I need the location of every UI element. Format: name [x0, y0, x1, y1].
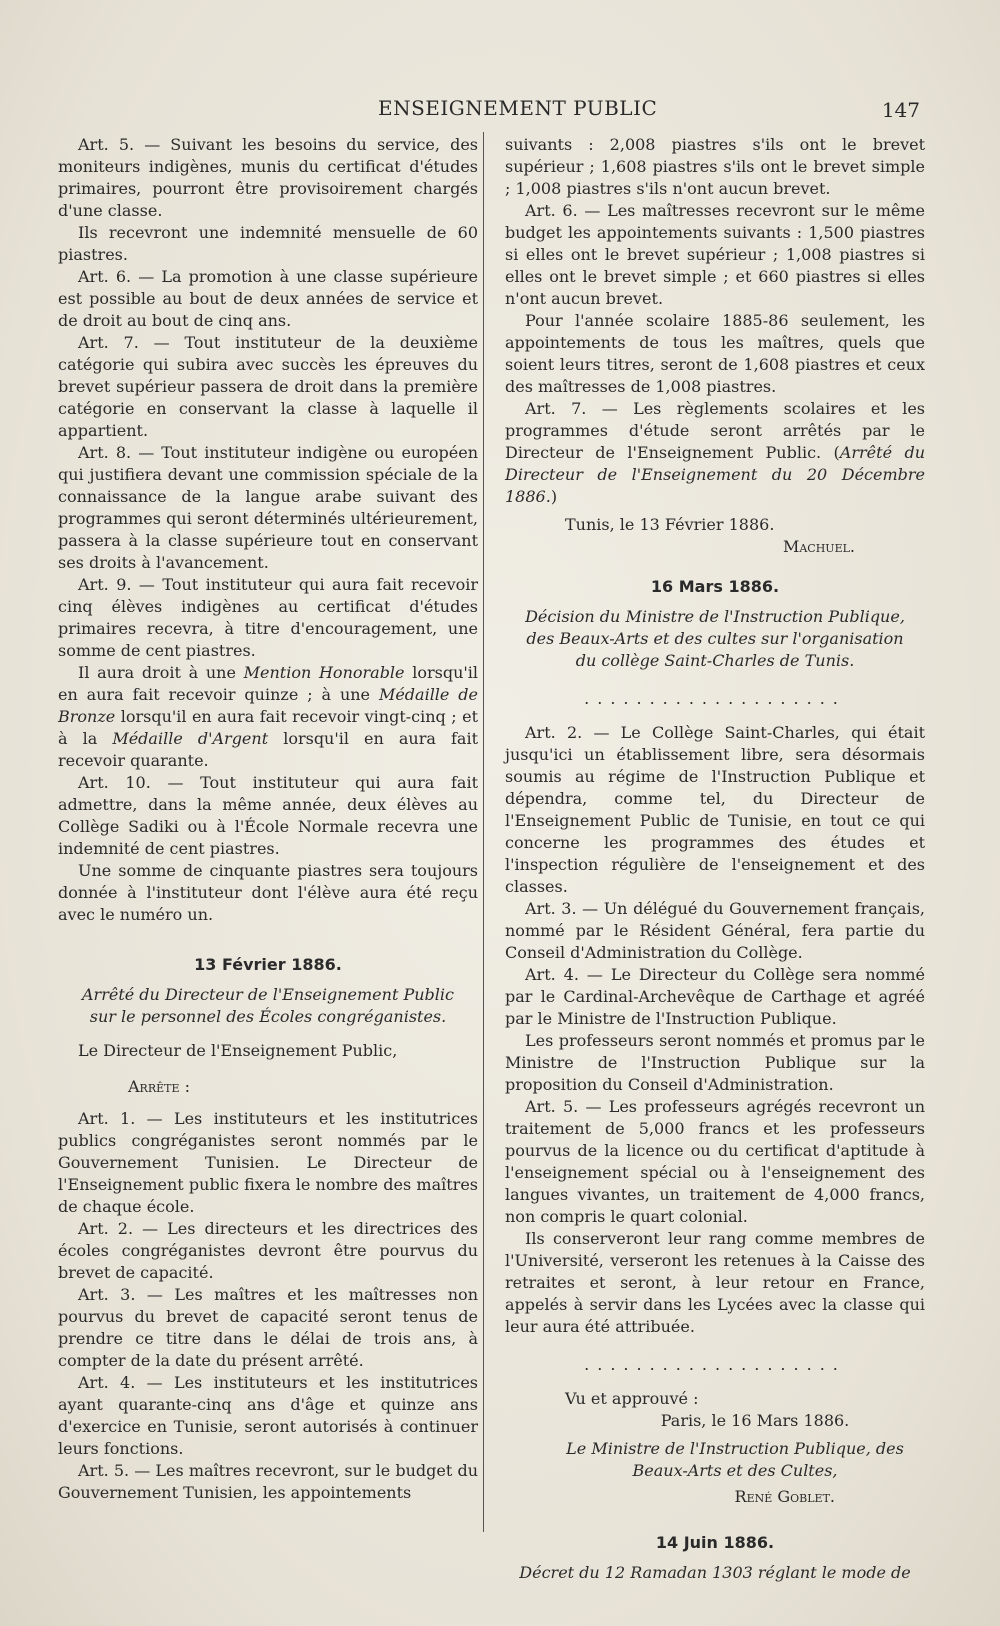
- article: Art. 2. — Le Collège Saint-Charles, qui était jusqu'ici un établissement libre, sera désormais soumis au régime de l'Instruction Publique et dépendra, comme tel, du Directeur de l'Enseignement Public de Tunisie, en tout ce qui concerne les programmes des études et l'inspection régulière de l'enseignement et des classes.: [505, 723, 925, 896]
- paragraph: Art. 6. — Les maîtresses recevront sur le même budget les appointements suivants : 1,500 piastres si elles ont le brevet supérieur ; 1,008 piastres si elles ont le brevet simple ; et 660 piastres si elles n'ont aucun brevet.: [505, 201, 925, 308]
- section-title: Arrêté du Directeur de l'Enseignement Public sur le personnel des Écoles congréganistes.: [82, 985, 454, 1026]
- paragraph: Une somme de cinquante piastres sera toujours donnée à l'instituteur dont l'élève aura été reçu avec le numéro un.: [58, 861, 478, 924]
- article: Art. 2. — Les directeurs et les directrices des écoles congréganistes devront être pourvus du brevet de capacité.: [58, 1219, 478, 1282]
- text-run: lorsqu'il en aura fait recevoir quinze ; à une: [58, 663, 478, 704]
- minister-title: Le Ministre de l'Instruction Publique, des Beaux-Arts et des Cultes,: [566, 1439, 904, 1480]
- article: Art. 5. — Les maîtres recevront, sur le budget du Gouvernement Tunisien, les appointements: [58, 1461, 478, 1502]
- signature: Machuel.: [782, 537, 855, 556]
- paragraph: Art. 8. — Tout instituteur indigène ou européen qui justifiera devant une commission spéciale de la connaissance de la langue arabe suivant des programmes qui seront déterminés ultérieurement, passera à la classe supérieure tout en conservant ses droits à l'avancement.: [58, 443, 478, 572]
- signature: René Goblet.: [734, 1487, 835, 1506]
- paragraph: Art. 10. — Tout instituteur qui aura fait admettre, dans la même année, deux élèves au Collège Sadiki ou à l'École Normale recevra une indemnité de cent piastres.: [58, 773, 478, 858]
- approval: Vu et approuvé :: [565, 1389, 699, 1408]
- article: Art. 1. — Les instituteurs et les institutrices publics congréganistes seront nommés par le Gouvernement Tunisien. Le Directeur de l'Enseignement public fixera le nombre des maîtres de chaque école.: [58, 1109, 478, 1216]
- paragraph: Art. 7. — Tout instituteur de la deuxième catégorie qui subira avec succès les épreuves du brevet supérieur passera de droit dans la première catégorie en conservant la classe à laquelle il appartient.: [58, 333, 478, 440]
- emphasis: Mention Honorable: [243, 663, 405, 682]
- paragraph: Art. 9. — Tout instituteur qui aura fait recevoir cinq élèves indigènes au certificat d'études primaires recevra, à titre d'encouragement, une somme de cent piastres.: [58, 575, 478, 660]
- column-divider: [483, 132, 484, 1532]
- paragraph: Les professeurs seront nommés et promus par le Ministre de l'Instruction Publique sur la proposition du Conseil d'Administration.: [505, 1031, 925, 1094]
- section-title: Décret du 12 Ramadan 1303 réglant le mode de: [519, 1563, 911, 1582]
- text-run: lorsqu'il en aura fait recevoir quarante.: [58, 729, 478, 770]
- paragraph: Art. 6. — La promotion à une classe supérieure est possible au bout de deux années de service et de droit au bout de cinq ans.: [58, 267, 478, 330]
- running-header: [0, 96, 1000, 126]
- article: Art. 5. — Les professeurs agrégés recevront un traitement de 5,000 francs et les professeurs pourvus de la licence ou du certificat d'aptitude à l'enseignement spécial ou à l'enseignement des langues vivantes, un traitement de 4,000 francs, non compris le quart colonial.: [505, 1097, 925, 1226]
- ellipsis-divider: ....................: [584, 1355, 846, 1374]
- arrete-heading: Arrête :: [128, 1077, 190, 1096]
- text-run: Art. 7. — Les règlements scolaires et les programmes d'étude seront arrêtés par le Directeur de l'Enseignement Public. (: [505, 399, 925, 462]
- place-date: Paris, le 16 Mars 1886.: [660, 1411, 850, 1430]
- article: Art. 4. — Les instituteurs et les institutrices ayant quarante-cinq ans d'âge et quinze ans d'exercice en Tunisie, seront autorisés à continuer leurs fonctions.: [58, 1373, 478, 1458]
- left-column: [58, 134, 478, 1504]
- section-title: Décision du Ministre de l'Instruction Publique, des Beaux-Arts et des cultes sur l'organisation du collège Saint-Charles de Tunis.: [525, 607, 905, 670]
- running-title: ENSEIGNEMENT PUBLIC: [378, 96, 658, 120]
- text-run: lorsqu'il en aura fait recevoir vingt-cinq ; et à la: [58, 707, 478, 748]
- article: Art. 3. — Les maîtres et les maîtresses non pourvus du brevet de capacité seront tenus de prendre ce titre dans le délai de trois ans, à compter de la date du présent arrêté.: [58, 1285, 478, 1370]
- paragraph: suivants : 2,008 piastres s'ils ont le brevet supérieur ; 1,608 piastres s'ils ont le brevet simple ; 1,008 piastres s'ils n'ont aucun brevet.: [505, 135, 925, 198]
- text-run: ): [550, 487, 558, 506]
- paragraph: [505, 398, 925, 508]
- paragraph: Pour l'année scolaire 1885-86 seulement, les appointements de tous les maîtres, quels que soient leurs titres, seront de 1,608 piastres et ceux des maîtresses de 1,008 piastres.: [505, 311, 925, 396]
- emphasis: Arrêté du Directeur de l'Enseignement du 20 Décembre 1886.: [505, 443, 926, 506]
- emphasis: Médaille de Bronze: [58, 685, 479, 726]
- emphasis: Médaille d'Argent: [112, 729, 269, 748]
- ellipsis-divider: ....................: [584, 689, 846, 708]
- dateline: Tunis, le 13 Février 1886.: [565, 515, 775, 534]
- page-number: 147: [881, 98, 920, 122]
- right-column: [505, 134, 925, 1588]
- paragraph: Art. 5. — Suivant les besoins du service, des moniteurs indigènes, munis du certificat d'études primaires, pourront être provisoirement chargés d'une classe.: [58, 135, 478, 220]
- section-date: 16 Mars 1886.: [650, 577, 780, 596]
- preamble: Le Directeur de l'Enseignement Public,: [78, 1041, 398, 1060]
- article: Art. 3. — Un délégué du Gouvernement français, nommé par le Résident Général, fera partie du Conseil d'Administration du Collège.: [505, 899, 925, 962]
- paragraph: Ils recevront une indemnité mensuelle de 60 piastres.: [58, 223, 478, 264]
- section-date: 14 Juin 1886.: [655, 1533, 775, 1552]
- paragraph: Ils conserveront leur rang comme membres de l'Université, verseront les retenues à la Caisse des retraites et seront, à leur retour en France, appelés à servir dans les Lycées avec la classe qui leur aura été attribuée.: [505, 1229, 925, 1336]
- text-run: Il aura droit à une: [78, 663, 244, 682]
- section-date: 13 Février 1886.: [194, 955, 342, 974]
- paragraph: [58, 662, 478, 772]
- article: Art. 4. — Le Directeur du Collège sera nommé par le Cardinal-Archevêque de Carthage et agréé par le Ministre de l'Instruction Publique.: [505, 965, 925, 1028]
